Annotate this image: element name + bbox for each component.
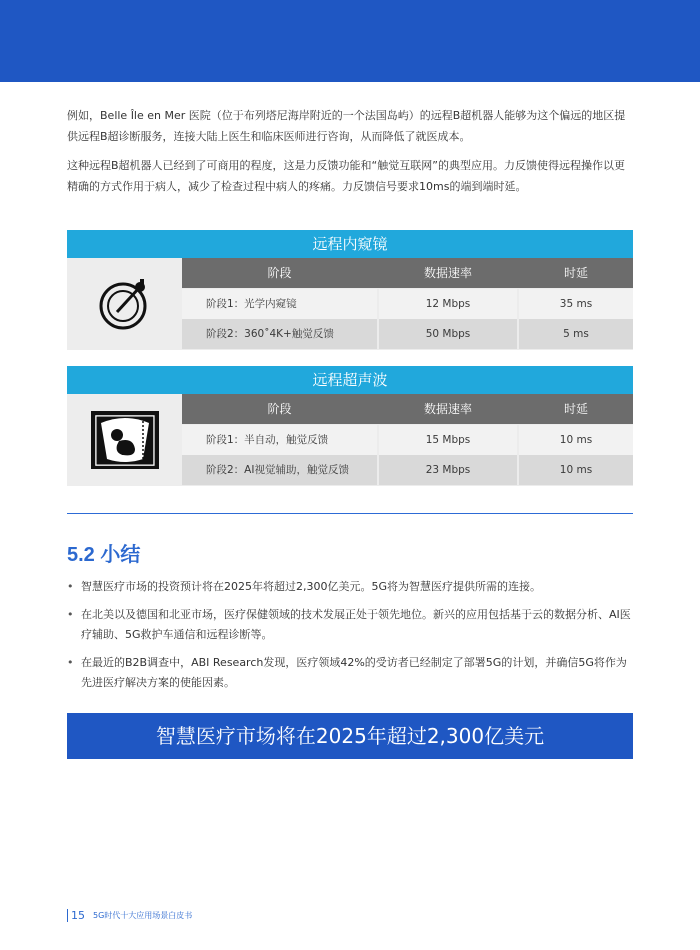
list-item: • 智慧医疗市场的投资预计将在2025年将超过2,300亿美元。5G将为智慧医疗提供所需的连接。 [67, 577, 635, 597]
header-stage: 阶段 [182, 258, 377, 288]
table-row [182, 319, 633, 349]
table-title: 远程内窥镜 [67, 230, 633, 258]
footer-bar [67, 909, 68, 922]
table-row [182, 455, 633, 485]
cell-latency: 10 ms [519, 425, 633, 455]
book-title: 5G时代十大应用场景白皮书 [93, 911, 193, 920]
header-data-rate: 数据速率 [379, 394, 517, 424]
table-header-row [182, 258, 633, 288]
header-data-rate: 数据速率 [379, 258, 517, 288]
list-item: • 在最近的B2B调查中，ABI Research发现，医疗领域42%的受访者已经制定了部署5G的计划，并确信5G将作为先进医疗解决方案的使能因素。 [67, 653, 635, 693]
cell-latency: 10 ms [519, 455, 633, 485]
table-row [182, 289, 633, 319]
table-row [182, 425, 633, 455]
cell-data-rate: 15 Mbps [379, 425, 517, 455]
intro-paragraph: 例如，Belle Île en Mer 医院（位于布列塔尼海岸附近的一个法国岛屿）的远程B超机器人能够为这个偏远的地区提供远程B超诊断服务，连接大陆上医生和临床医师进行咨询，从而降低了就医成本。 [67, 109, 626, 143]
header-band [0, 0, 700, 82]
cell-data-rate: 23 Mbps [379, 455, 517, 485]
ultrasound-icon [67, 394, 182, 486]
section-divider [67, 513, 633, 514]
cell-stage: 阶段2：AI视觉辅助，触觉反馈 [182, 455, 377, 485]
page-footer [67, 909, 192, 922]
cell-stage: 阶段1：光学内窥镜 [182, 289, 377, 319]
page-number: 15 [71, 909, 85, 922]
remote-ultrasound-table [67, 366, 633, 486]
header-latency: 时延 [519, 258, 633, 288]
table-header-row [182, 394, 633, 424]
cell-stage: 阶段1：半自动，触觉反馈 [182, 425, 377, 455]
force-feedback-paragraph: 这种远程B超机器人已经到了可商用的程度，这是力反馈功能和“触觉互联网”的典型应用。力反馈使得远程操作以更精确的方式作用于病人，减少了检查过程中病人的疼痛。力反馈信号要求10ms的端到端时延。 [67, 159, 625, 193]
cell-latency: 35 ms [519, 289, 633, 319]
cell-stage: 阶段2：360˚4K+触觉反馈 [182, 319, 377, 349]
section-title: 5.2 小结 [67, 544, 141, 566]
summary-list [67, 577, 635, 701]
remote-endoscope-table [67, 230, 633, 350]
header-latency: 时延 [519, 394, 633, 424]
cell-data-rate: 12 Mbps [379, 289, 517, 319]
endoscope-icon [67, 258, 182, 350]
table-title: 远程超声波 [67, 366, 633, 394]
header-stage: 阶段 [182, 394, 377, 424]
list-item: • 在北美以及德国和北亚市场，医疗保健领域的技术发展正处于领先地位。新兴的应用包括基于云的数据分析、AI医疗辅助、5G救护车通信和远程诊断等。 [67, 605, 635, 645]
cell-latency: 5 ms [519, 319, 633, 349]
highlight-banner: 智慧医疗市场将在2025年超过2,300亿美元 [67, 713, 633, 759]
cell-data-rate: 50 Mbps [379, 319, 517, 349]
